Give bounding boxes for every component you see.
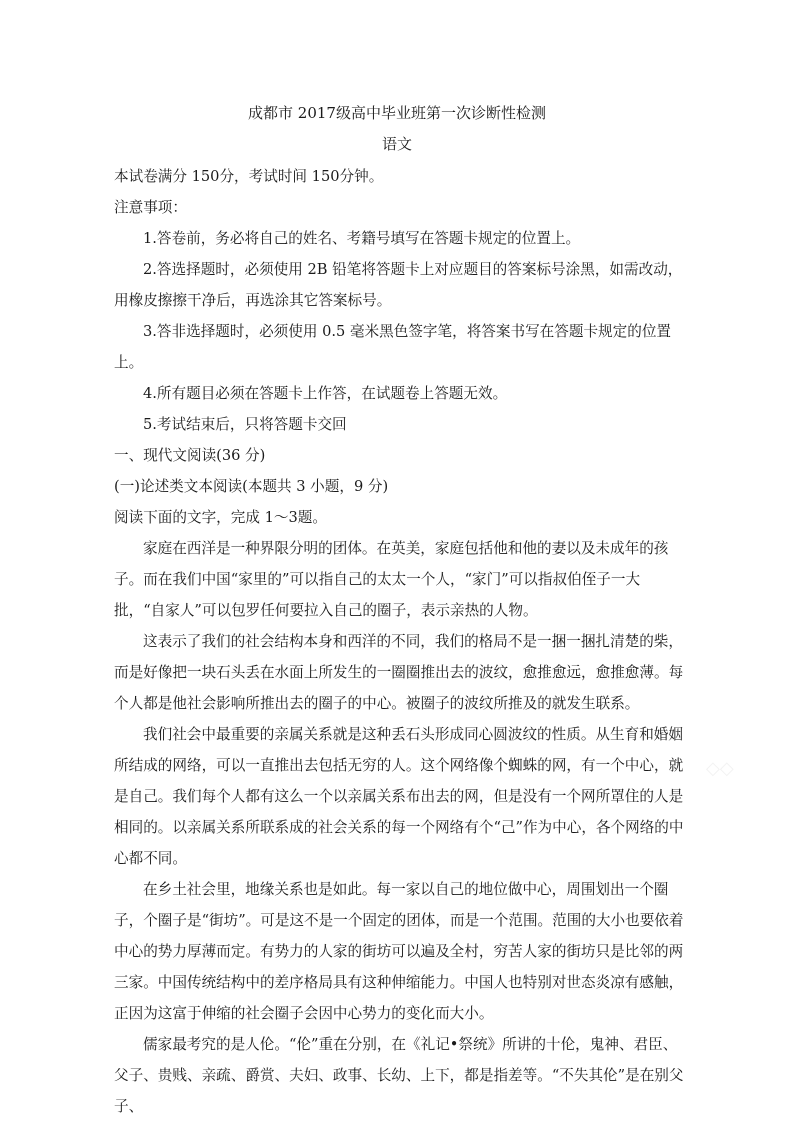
passage-paragraph-4: 在乡土社会里，地缘关系也是如此。每一家以自己的地位做中心，周围划出一个圈子，个圈子是“街坊”。可是这不是一个固定的团体，而是一个范围。范围的大小也要依着中心的势力厚薄而定。有势力的人家的街坊可以遍及全村，穷苦人家的街坊只是比邻的两三家。中国传统结构中的差序格局具有这种伸缩能力。中国人也特别对世态炎凉有感触，正因为这富于伸缩的社会圈子会因中心势力的变化而大小。: [114, 881, 684, 1022]
passage-paragraph-5: 儒家最考究的是人伦。“伦”重在分别，在《礼记•祭统》所讲的十伦，鬼神、君臣、父子、贵贱、亲疏、爵赏、夫妇、政事、长幼、上下，都是指差等。“不失其伦”是在别父子、: [114, 1036, 684, 1115]
section-sub-heading: (一)论述类文本阅读(本题共 3 小题，9 分): [114, 478, 389, 495]
notice-item-2: 2.答选择题时，必须使用 2B 铅笔将答题卡上对应题目的答案标号涂黑，如需改动，用橡皮擦擦干净后，再选涂其它答案标号。: [114, 261, 683, 309]
passage-paragraph-1: 家庭在西洋是一种界限分明的团体。在英美，家庭包括他和他的妻以及未成年的孩子。而在我们中国“家里的”可以指自己的太太一个人，“家门”可以指叔伯侄子一大批，“自家人”可以包罗任何要拉入自己的圈子，表示亲热的人物。: [114, 540, 669, 619]
notice-item-3: 3.答非选择题时，必须使用 0.5 毫米黑色签字笔，将答案书写在答题卡规定的位置上。: [114, 323, 672, 371]
exam-title: 成都市 2017级高中毕业班第一次诊断性检测: [248, 104, 546, 122]
passage-paragraph-3: 我们社会中最重要的亲属关系就是这种丢石头形成同心圆波纹的性质。从生育和婚姻所结成的网络，可以一直推出去包括无穷的人。这个网络像个蜘蛛的网，有一个中心，就是自己。我们每个人都有这么一个以亲属关系布出去的网，但是没有一个网所罩住的人是相同的。以亲属关系所联系成的社会关系的每一个网络有个“己”作为中心，各个网络的中心都不同。: [114, 726, 684, 867]
passage-paragraph-2: 这表示了我们的社会结构本身和西洋的不同，我们的格局不是一捆一捆扎清楚的柴，而是好像把一块石头丢在水面上所发生的一圈圈推出去的波纹，愈推愈远，愈推愈薄。每个人都是他社会影响所推出去的圈子的中心。被圈子的波纹所推及的就发生联系。: [114, 633, 684, 712]
section-heading: 一、现代文阅读(36 分): [114, 447, 266, 464]
exam-intro: 本试卷满分 150分，考试时间 150分钟。: [114, 168, 384, 185]
section-directive: 阅读下面的文字，完成 1～3题。: [114, 509, 327, 526]
notice-item-1: 1.答卷前，务必将自己的姓名、考籍号填写在答题卡规定的位置上。: [143, 230, 581, 247]
watermark-mark: ◇◇: [706, 758, 734, 779]
notice-item-4: 4.所有题目必须在答题卡上作答，在试题卷上答题无效。: [143, 385, 508, 402]
notice-item-5: 5.考试结束后，只将答题卡交回: [143, 416, 347, 433]
notice-heading: 注意事项：: [114, 199, 187, 216]
exam-subject: 语文: [381, 135, 412, 153]
exam-content: [114, 161, 688, 1122]
